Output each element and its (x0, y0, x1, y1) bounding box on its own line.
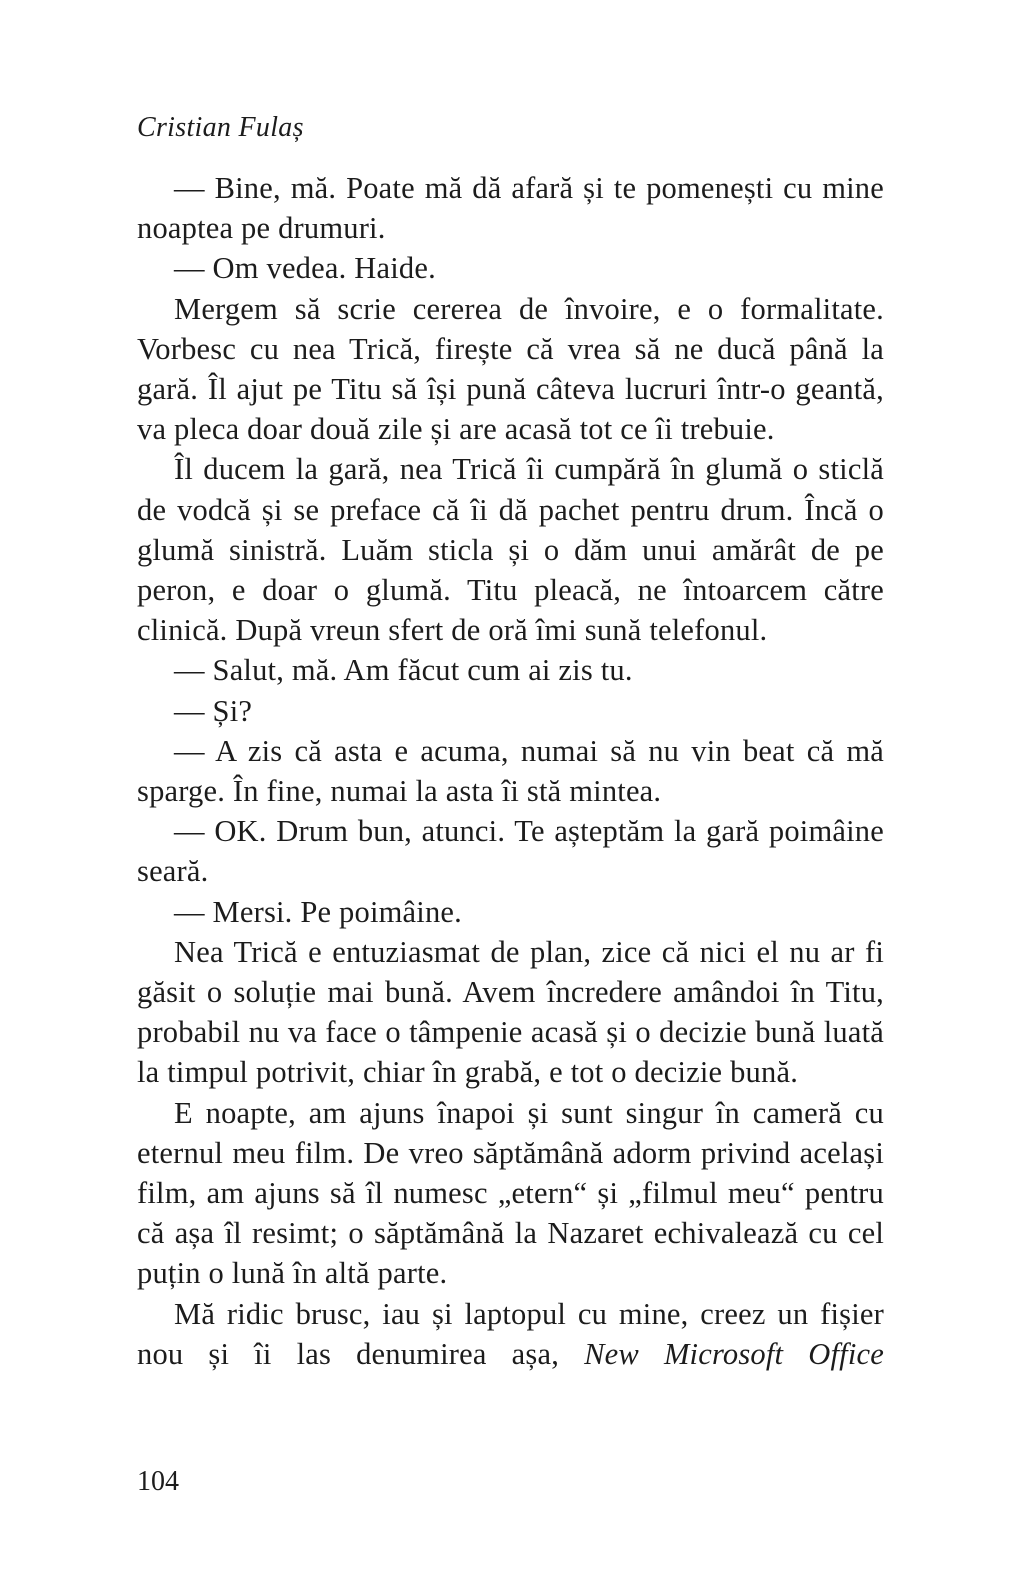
paragraph: — OK. Drum bun, atunci. Te așteptăm la gară poimâine seară. (137, 814, 884, 889)
paragraph: Îl ducem la gară, nea Trică îi cumpără în glumă o sticlă de vodcă și se preface că îi dă pachet pentru drum. Încă o glumă sinistră. Luăm sticla și o dăm unui amărât de pe peron, e doar o glumă. Titu pleacă, ne întoarcem către clinică. După vreun sfert de oră îmi sună telefonul. (137, 452, 884, 648)
paragraph: — Om vedea. Haide. (174, 251, 436, 286)
paragraph-last (137, 1294, 884, 1374)
paragraph: — A zis că asta e acuma, numai să nu vin beat că mă sparge. În fine, numai la asta îi stă mintea. (137, 733, 884, 809)
page-number: 104 (137, 1466, 179, 1497)
paragraph: E noapte, am ajuns înapoi și sunt singur în cameră cu eternul meu film. De vreo săptămână adorm privind același film, am ajuns să îl numesc „etern“ și „filmul meu“ pentru că așa îl resimt; o săptămână la Nazaret echivalează cu cel puțin o lună în altă parte. (137, 1095, 884, 1291)
last-paragraph-italic-title: New Microsoft Office (584, 1336, 884, 1371)
last-paragraph-text: Mă ridic brusc, iau și laptopul cu mine, creez un fișier nou și îi las denumirea așa, (137, 1296, 884, 1371)
paragraph: Mergem să scrie cererea de învoire, e o formalitate. Vorbesc cu nea Trică, firește că vrea să ne ducă până la gară. Îl ajut pe Titu să își pună câteva lucruri într-o geantă, va pleca doar două zile și are acasă tot ce îi trebuie. (137, 291, 884, 447)
body-text (137, 168, 884, 1374)
paragraph: — Bine, mă. Poate mă dă afară și te pomenești cu mine noaptea pe drumuri. (137, 171, 884, 246)
paragraph: — Salut, mă. Am făcut cum ai zis tu. (174, 653, 633, 688)
paragraph: Nea Trică e entuziasmat de plan, zice că nici el nu ar fi găsit o soluție mai bună. Avem încredere amândoi în Titu, probabil nu va face o tâmpenie acasă și o decizie bună luată la timpul potrivit, chiar în grabă, e tot o decizie bună. (137, 934, 884, 1090)
running-head-author: Cristian Fulaș (137, 112, 304, 143)
paragraph: — Mersi. Pe poimâine. (174, 894, 462, 929)
paragraph: — Și? (174, 693, 253, 728)
